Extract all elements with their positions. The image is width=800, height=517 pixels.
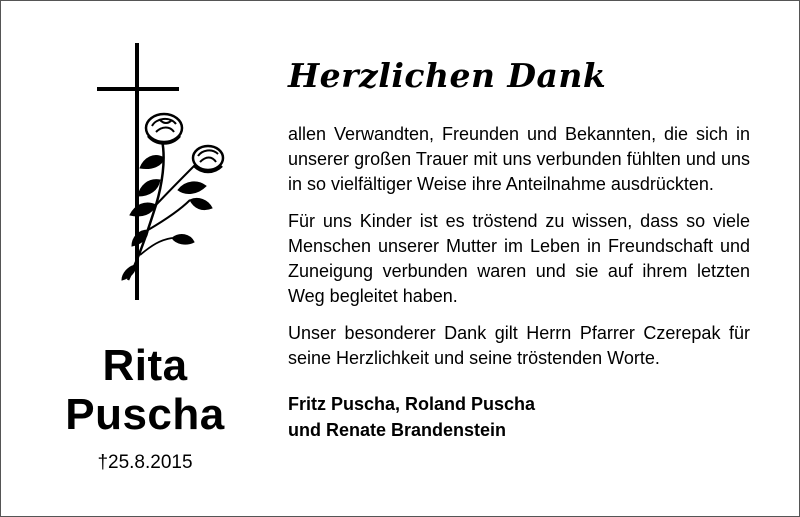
- signature-line-1: Fritz Puscha, Roland Puscha: [288, 394, 536, 414]
- cross-icon: [97, 43, 179, 300]
- signature-line-2: und Renate Brandenstein: [288, 420, 507, 440]
- deceased-first-name: Rita: [102, 341, 188, 390]
- cross-with-rose-icon: [90, 40, 230, 305]
- deceased-last-name: Puscha: [65, 390, 225, 439]
- paragraph-pastor: Unser besonderer Dank gilt Herrn Pfarrer Czerepak für seine Herzlichkeit und seine tröstenden Worte.: [288, 323, 750, 368]
- notice-title: Herzlichen Dank: [288, 56, 607, 95]
- death-date: †25.8.2015: [97, 452, 193, 473]
- paragraph-children: Für uns Kinder ist es tröstend zu wissen, dass so viele Menschen unserer Mutter im Leben in Freundschaft und Zuneigung verbunden waren und sie auf ihrem letzten Weg begleitet haben.: [288, 211, 750, 306]
- paragraph-thanks: allen Verwandten, Freunden und Bekannten, die sich in unserer großen Trauer mit uns verbunden fühlten und uns in so vielfältiger Weise ihre Anteilnahme ausdrückten.: [288, 124, 750, 194]
- signature-block: [288, 391, 750, 443]
- memorial-column: [0, 0, 280, 517]
- thanks-column: [288, 56, 750, 443]
